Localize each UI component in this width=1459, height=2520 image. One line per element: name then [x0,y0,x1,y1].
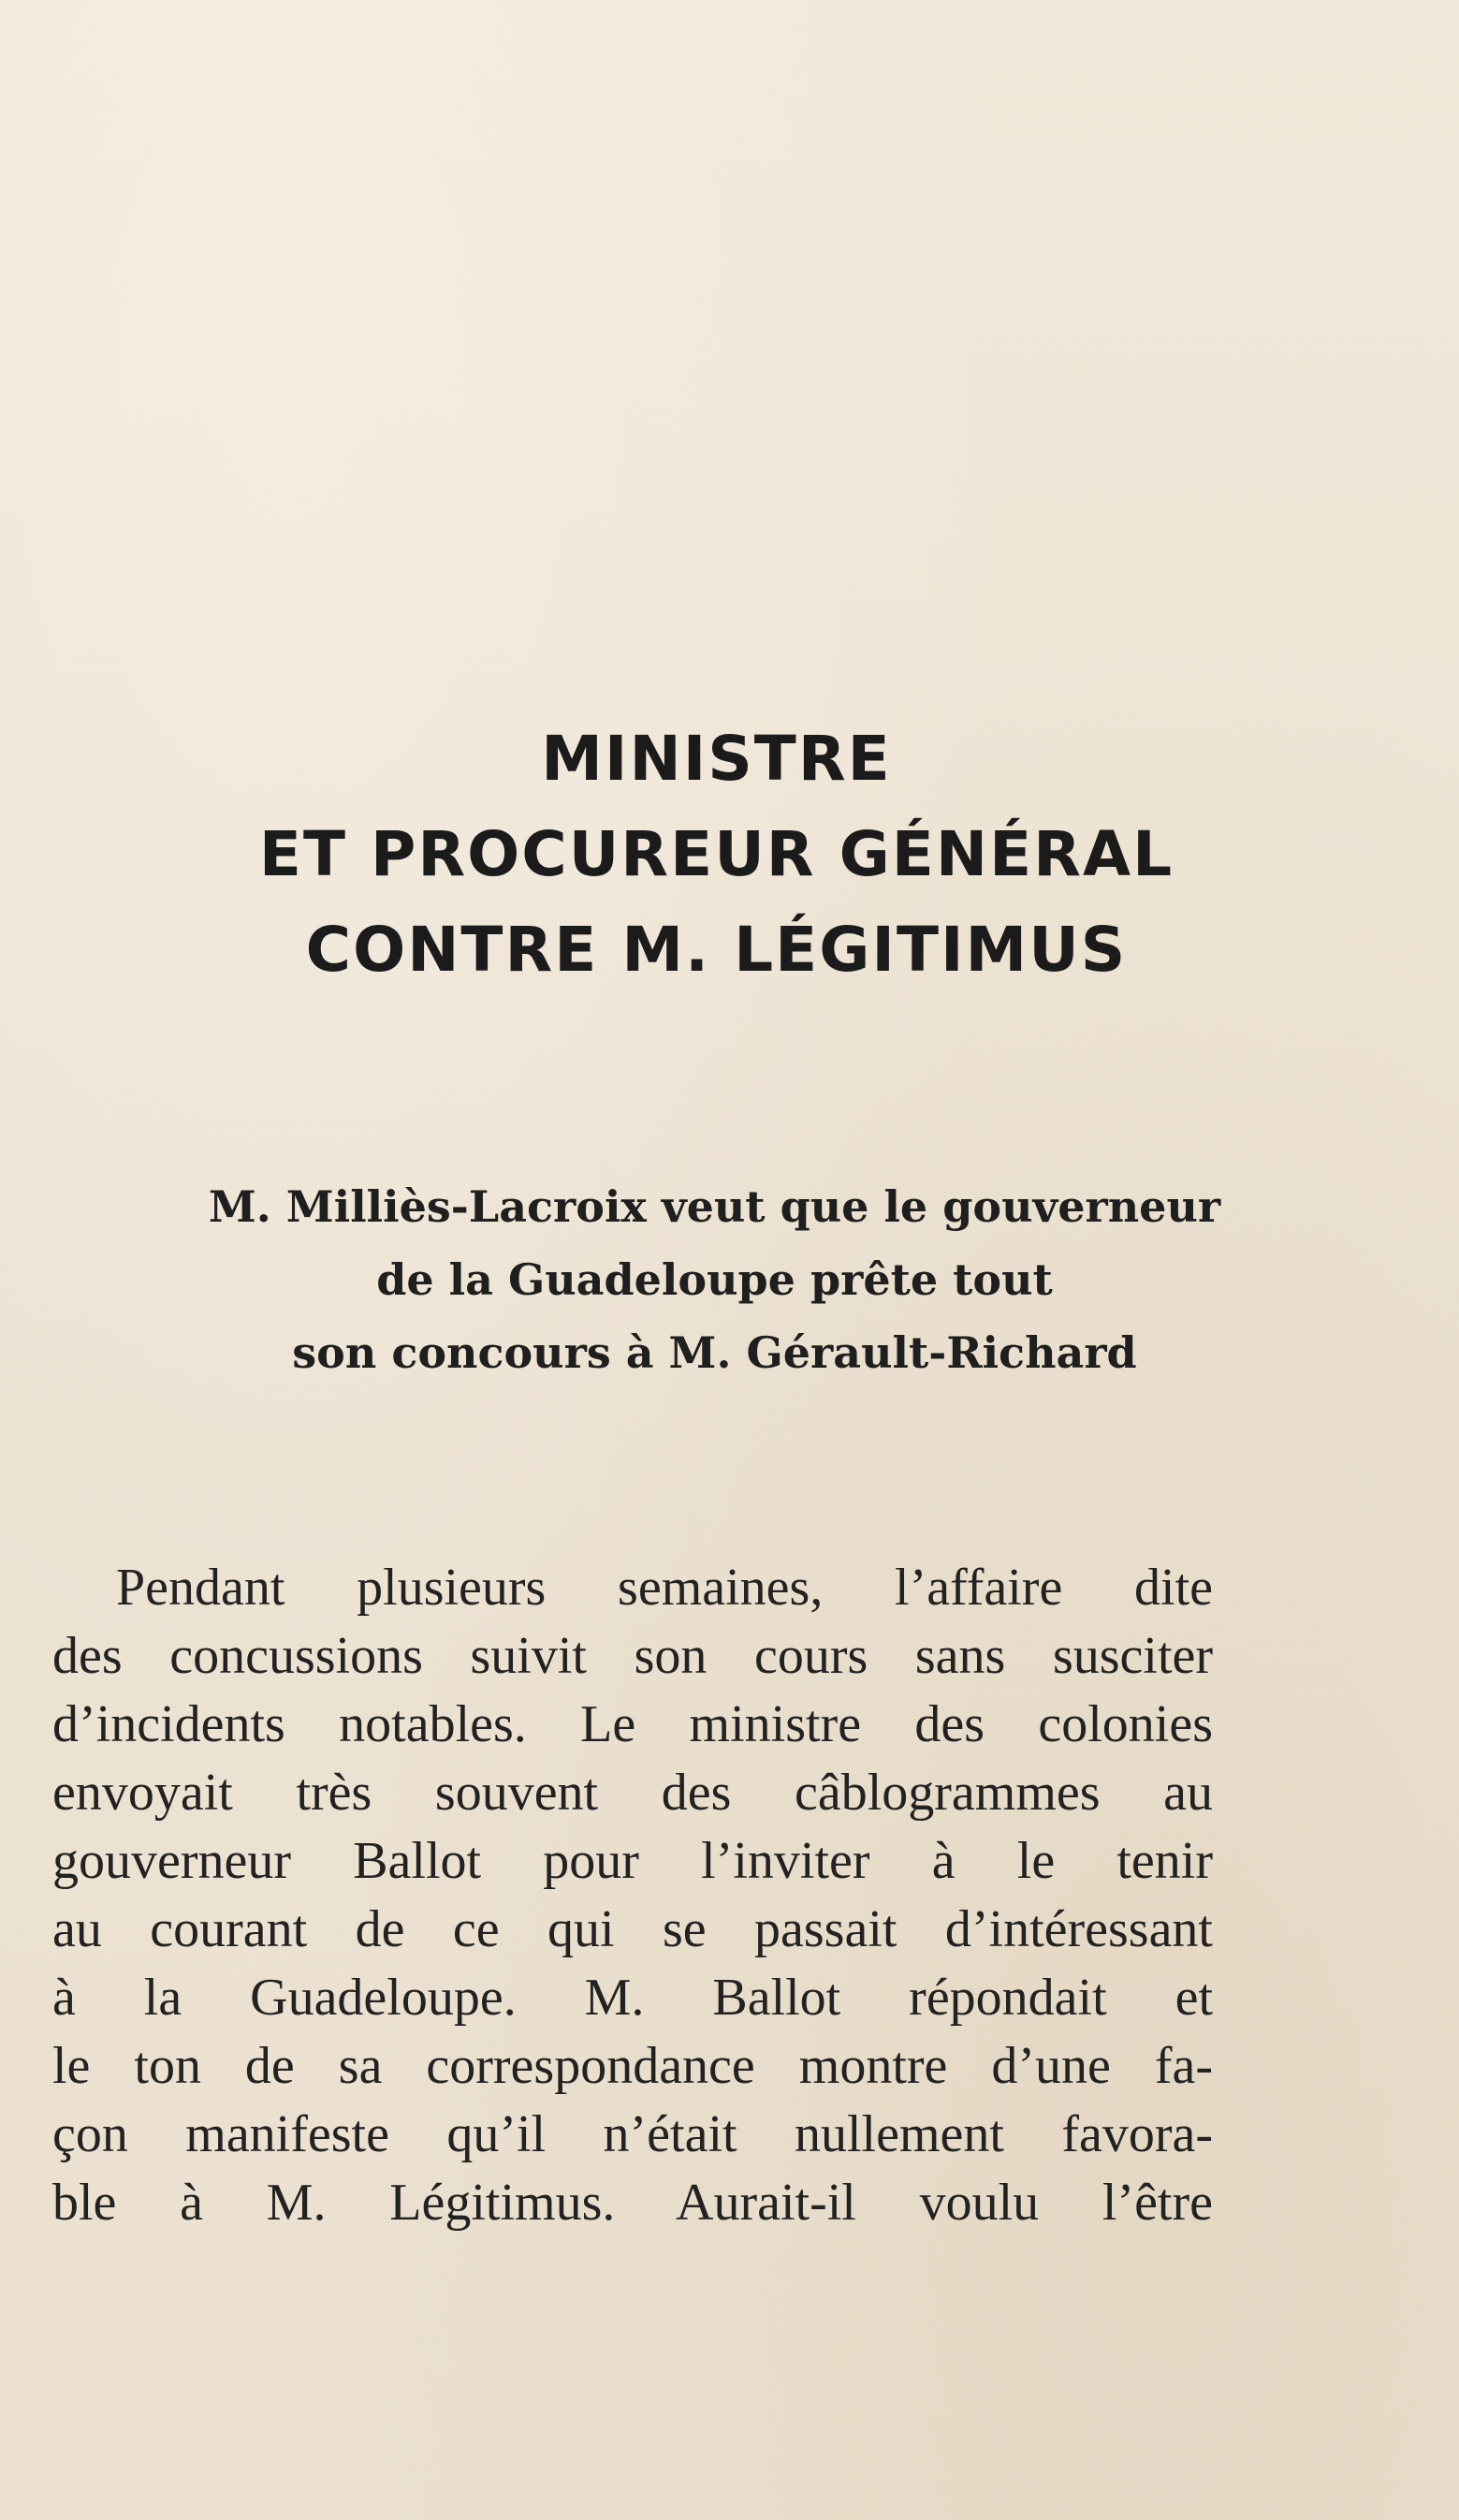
chapter-subtitle-line-3: son concours à M. Gérault-Richard [292,1327,1137,1378]
body-line: Pendant plusieurs semaines, l’affaire dite [116,1559,1213,1617]
body-line: çon manifeste qu’il n’était nullement favora- [52,2105,1213,2163]
body-line: d’incidents notables. Le ministre des colonies [52,1695,1213,1753]
body-paragraph [52,1554,1213,2237]
body-line: le ton de sa correspondance montre d’une fa- [52,2037,1213,2095]
body-line: à la Guadeloupe. M. Ballot répondait et [52,1969,1213,2027]
chapter-title-line-2: ET PROCUREUR GÉNÉRAL [258,818,1174,890]
chapter-title [0,711,1446,998]
chapter-title-line-3: CONTRE M. LÉGITIMUS [305,914,1128,986]
body-line: gouverneur Ballot pour l’inviter à le tenir [52,1832,1213,1890]
body-line: des concussions suivit son cours sans susciter [52,1627,1213,1685]
chapter-subtitle [0,1170,1444,1389]
body-line: envoyait très souvent des câblogrammes au [52,1764,1213,1822]
chapter-subtitle-line-2: de la Guadeloupe prête tout [376,1254,1053,1305]
body-line: au courant de ce qui se passait d’intéressant [52,1900,1213,1958]
chapter-title-line-1: MINISTRE [541,723,892,795]
body-line: ble à M. Légitimus. Aurait-il voulu l’être [52,2174,1213,2232]
chapter-subtitle-line-1: M. Milliès-Lacroix veut que le gouverneur [208,1181,1221,1232]
